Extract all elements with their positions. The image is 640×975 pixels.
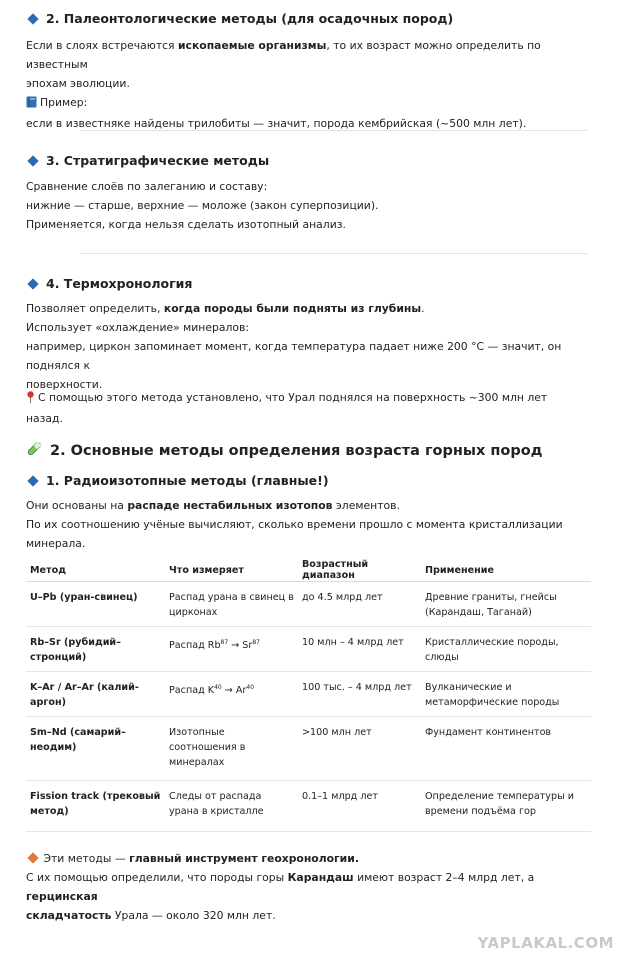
watermark: YAPLAKAL.COM: [477, 934, 614, 952]
use-cell: Вулканические и метаморфические породы: [421, 672, 591, 717]
use-cell: Определение температуры и времени подъёма гор: [421, 781, 591, 832]
divider: [80, 130, 588, 131]
section-heading-stratigraphic: [26, 153, 269, 168]
blue-diamond-icon: [27, 475, 38, 486]
text: Эти методы —: [43, 852, 130, 865]
column-header: Что измеряет: [165, 559, 298, 582]
bold-text: главный инструмент геохронологии.: [129, 852, 359, 865]
range-cell: до 4.5 млрд лет: [298, 582, 421, 627]
text: эпохам эволюции.: [26, 77, 130, 90]
paragraph: [26, 496, 566, 553]
measures-cell: Следы от распада урана в кристалле: [165, 781, 298, 832]
text: Использует «охлаждение» минералов:: [26, 321, 249, 334]
methods-table: [26, 559, 591, 832]
bold-text: Карандаш: [287, 871, 354, 884]
main-heading: [26, 441, 542, 461]
measures-cell: [165, 627, 298, 672]
column-header: Метод: [26, 559, 165, 582]
range-cell: 100 тыс. – 4 млрд лет: [298, 672, 421, 717]
superscript: 87: [220, 639, 229, 646]
summary-paragraph: [26, 849, 566, 925]
bold-text: когда породы были подняты из глубины: [163, 302, 422, 315]
text: например, циркон запоминает момент, когда температура падает ниже 200 °C — значит, он поднялся к: [26, 340, 562, 372]
text: Распад Rb: [169, 640, 221, 652]
divider: [80, 253, 588, 254]
method-cell: Rb–Sr (рубидий–стронций): [26, 627, 165, 672]
paragraph: [26, 36, 566, 133]
section-heading-radioisotope: [26, 473, 329, 488]
measures-cell: Распад урана в свинец в цирконах: [165, 582, 298, 627]
text: Применяется, когда нельзя сделать изотопный анализ.: [26, 218, 346, 231]
orange-diamond-icon: [27, 852, 38, 863]
text: минерала.: [26, 537, 86, 550]
blue-diamond-icon: [27, 13, 38, 24]
heading-text: 3. Стратиграфические методы: [46, 153, 270, 168]
use-cell: Фундамент континентов: [421, 717, 591, 781]
text: Сравнение слоёв по залеганию и составу:: [26, 180, 268, 193]
use-cell: Кристаллические породы, слюды: [421, 627, 591, 672]
bold-text: складчатость: [26, 909, 112, 922]
column-header: Применение: [421, 559, 591, 582]
bold-text: герцинская: [26, 890, 98, 903]
text: если в известняке найдены трилобиты — значит, порода кембрийская (~500 млн лет).: [26, 117, 527, 130]
text: → Ar: [221, 685, 247, 697]
heading-text: 2. Палеонтологические методы (для осадочных пород): [46, 11, 454, 26]
paragraph: [26, 299, 566, 394]
text: Они основаны на: [26, 499, 128, 512]
text: нижние — старше, верхние — моложе (закон суперпозиции).: [26, 199, 379, 212]
table-row: [26, 582, 591, 627]
paragraph: [26, 177, 566, 234]
heading-text: 2. Основные методы определения возраста горных пород: [50, 443, 543, 459]
text: .: [421, 302, 425, 315]
measures-cell: Изотопные соотношения в минералах: [165, 717, 298, 781]
text: → Sr: [228, 640, 253, 652]
book-icon: [26, 95, 37, 114]
blue-diamond-icon: [27, 278, 38, 289]
text: По их соотношению учёные вычисляют, сколько времени прошло с момента кристаллизации: [26, 518, 563, 531]
table-row: [26, 781, 591, 832]
measures-cell: [165, 672, 298, 717]
example-label: Пример:: [40, 96, 88, 109]
text: Если в слоях встречаются: [26, 39, 178, 52]
text: Позволяет определить,: [26, 302, 164, 315]
text: С их помощью определили, что породы горы: [26, 871, 288, 884]
blue-diamond-icon: [27, 155, 38, 166]
range-cell: 10 млн – 4 млрд лет: [298, 627, 421, 672]
text: С помощью этого метода установлено, что Урал поднялся на поверхность ~300 млн лет назад.: [26, 391, 548, 425]
column-header: Возрастный диапазон: [298, 559, 421, 582]
test-tube-icon: [26, 441, 42, 461]
table-row: [26, 627, 591, 672]
text: имеют возраст 2–4 млрд лет, а: [353, 871, 535, 884]
text: элементов.: [332, 499, 400, 512]
bold-text: распаде нестабильных изотопов: [127, 499, 333, 512]
superscript: 87: [252, 639, 260, 646]
text: поверхности.: [26, 378, 103, 391]
section-heading-thermochronology: [26, 276, 192, 291]
text: , то их возраст можно определить по известным: [26, 39, 541, 71]
table-row: [26, 672, 591, 717]
method-cell: U–Pb (уран-свинец): [26, 582, 165, 627]
paragraph: [26, 388, 566, 428]
text: Распад K: [169, 685, 215, 697]
method-cell: Sm–Nd (самарий–неодим): [26, 717, 165, 781]
method-cell: K–Ar / Ar–Ar (калий-аргон): [26, 672, 165, 717]
table-row: [26, 717, 591, 781]
text: Урала — около 320 млн лет.: [111, 909, 276, 922]
use-cell: Древние граниты, гнейсы (Карандаш, Таганай): [421, 582, 591, 627]
heading-text: 4. Термохронология: [46, 276, 193, 291]
range-cell: 0.1–1 млрд лет: [298, 781, 421, 832]
range-cell: >100 млн лет: [298, 717, 421, 781]
table-header-row: [26, 559, 591, 582]
superscript: 40: [214, 684, 222, 691]
superscript: 40: [246, 684, 255, 691]
pin-icon: [26, 390, 35, 409]
heading-text: 1. Радиоизотопные методы (главные!): [46, 473, 329, 488]
bold-text: ископаемые организмы: [177, 39, 327, 52]
method-cell: Fission track (трековый метод): [26, 781, 165, 832]
section-heading-paleontological: [26, 11, 453, 26]
